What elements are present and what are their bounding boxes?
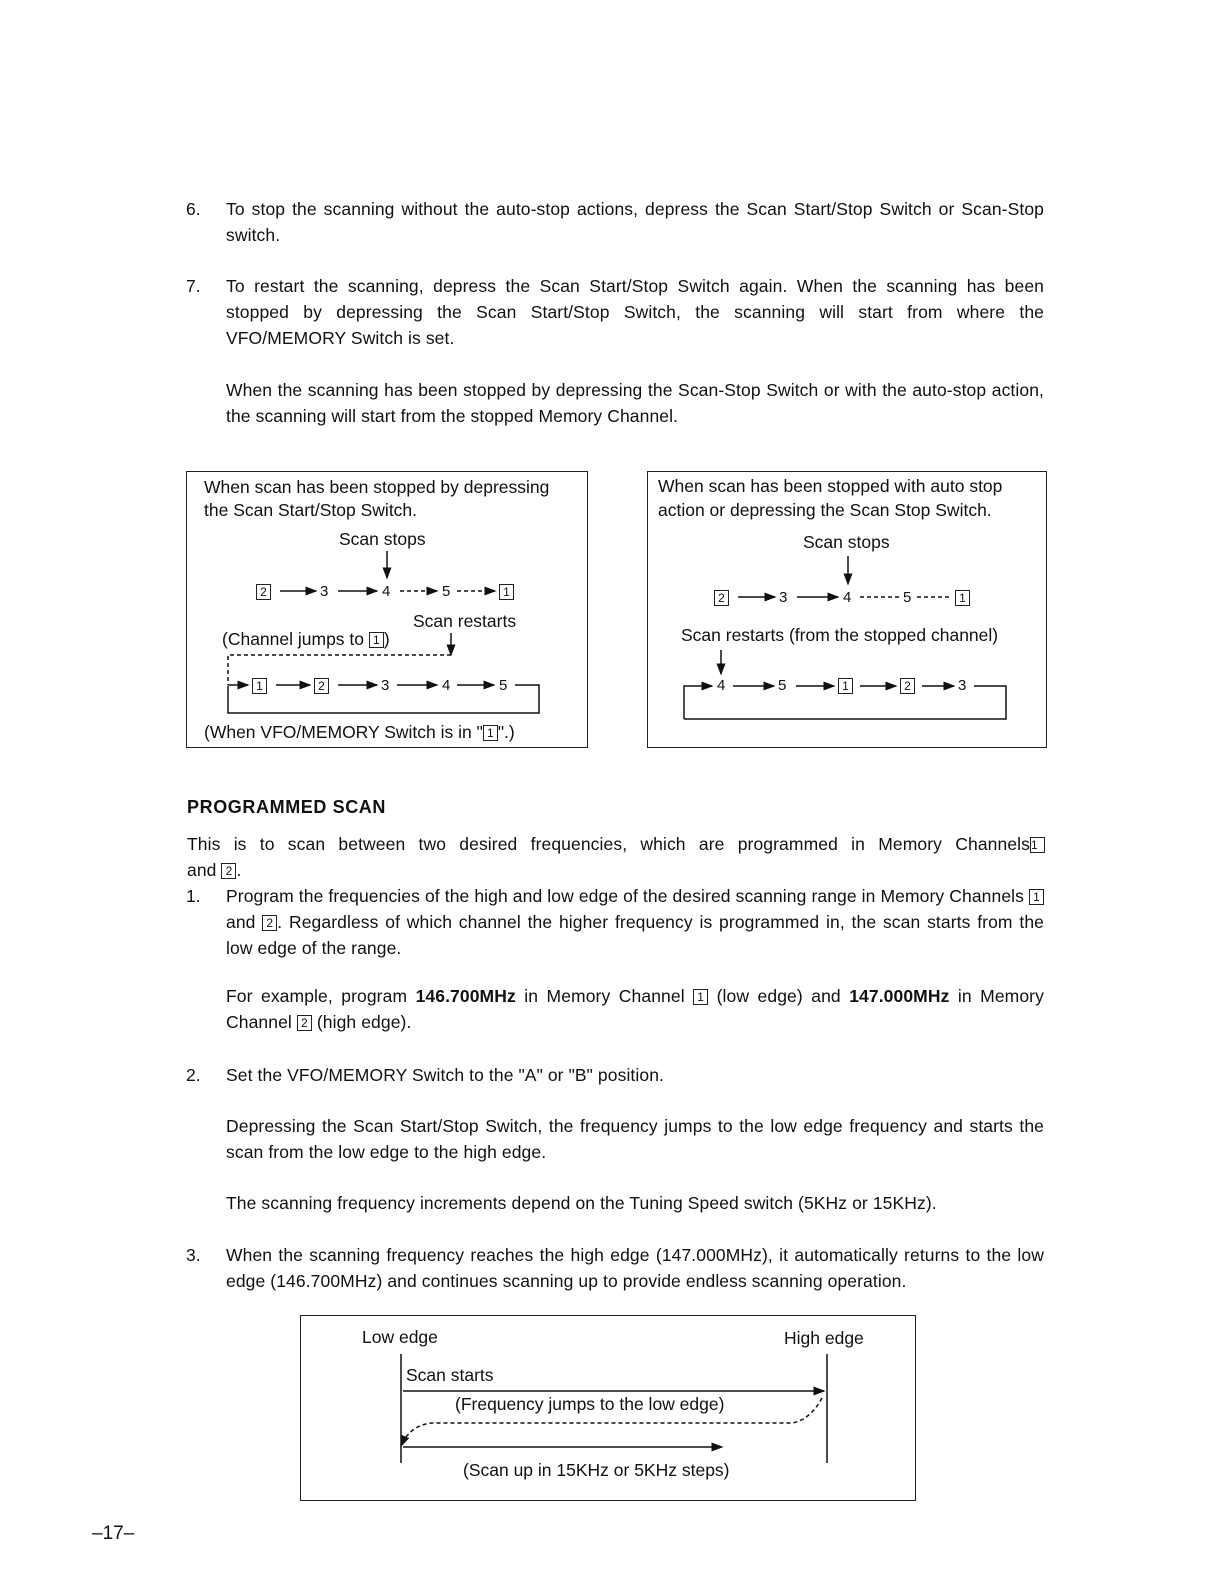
right-box-line1: When scan has been stopped with auto stop (658, 476, 1003, 496)
low-edge-label: Low edge (362, 1327, 438, 1347)
right-box-line2: action or depressing the Scan Stop Switch. (658, 500, 992, 520)
left-box-line1: When scan has been stopped by depressing (204, 477, 550, 497)
item-7-paragraph: When the scanning has been stopped by depressing the Scan-Stop Switch or with the auto-stop action, the scanning will start from the stopped Memory Channel. (226, 380, 1044, 426)
left-channel-jumps: (Channel jumps to 1 ) (222, 629, 390, 649)
right-seq2-4: 4 (717, 677, 726, 694)
high-edge-label: High edge (784, 1328, 864, 1348)
left-scan-stops: Scan stops (339, 529, 426, 549)
left-seq2-ch1: 1 (252, 677, 267, 694)
left-seq1-4: 4 (382, 583, 391, 600)
right-seq1-ch1: 1 (955, 589, 970, 606)
item-6-text: To stop the scanning without the auto-stop actions, depress the Scan Start/Stop Switch or Scan-Stop switch. (226, 199, 1044, 245)
section-title: PROGRAMMED SCAN (187, 797, 387, 817)
right-seq2-5: 5 (778, 677, 787, 694)
right-seq1-ch2: 2 (714, 589, 729, 606)
left-box-line2: the Scan Start/Stop Switch. (204, 500, 418, 520)
scan-steps-label: (Scan up in 15KHz or 5KHz steps) (463, 1460, 730, 1480)
step-2-paragraph-2: The scanning frequency increments depend on the Tuning Speed switch (5KHz or 15KHz). (226, 1193, 937, 1213)
left-box-footer: (When VFO/MEMORY Switch is in " 1 ".) (204, 722, 515, 742)
intro-paragraph: This is to scan between two desired frequencies, which are programmed in Memory Channels1 and 2 . (187, 831, 1045, 883)
example-paragraph: For example, program 146.700MHz in Memory Channel 1 (low edge) and 147.000MHz in Memory Channel 2 (high edge). (226, 986, 1044, 1032)
left-seq1-ch1: 1 (499, 583, 514, 600)
step-1-number: 1. (186, 886, 201, 906)
left-seq2-5: 5 (499, 677, 508, 694)
left-seq1-5: 5 (442, 583, 451, 600)
right-scan-restarts: Scan restarts (from the stopped channel) (681, 625, 999, 645)
step-3-text: When the scanning frequency reaches the high edge (147.000MHz), it automatically returns to the low edge (146.700MHz) and continues scanning up to provide endless scanning operation. (226, 1245, 1044, 1291)
item-7-text: To restart the scanning, depress the Scan Start/Stop Switch again. When the scanning has been stopped by depressing the Scan Start/Stop Switch, the scanning will start from where the VFO/MEMORY Switch is set. (226, 276, 1044, 348)
step-2-text: Set the VFO/MEMORY Switch to the "A" or "B" position. (226, 1065, 665, 1085)
right-seq1-3: 3 (779, 589, 788, 606)
right-seq2-ch2: 2 (900, 677, 915, 694)
frequency-jump-label: (Frequency jumps to the low edge) (455, 1394, 725, 1414)
right-seq2-3: 3 (958, 677, 967, 694)
left-seq1-ch2: 2 (256, 583, 271, 600)
scan-starts-label: Scan starts (406, 1365, 494, 1385)
step-1-text: Program the frequencies of the high and low edge of the desired scanning range in Memory Channels 1 and 2 . Regardless of which channel the higher frequency is programmed in, the scan starts from the low edge of the range. (226, 886, 1044, 958)
step-2-paragraph-1: Depressing the Scan Start/Stop Switch, the frequency jumps to the low edge frequency and starts the scan from the low edge to the high edge. (226, 1116, 1044, 1162)
page-number: –17– (92, 1523, 135, 1544)
left-scan-restarts: Scan restarts (413, 611, 517, 631)
right-scan-stops: Scan stops (803, 532, 890, 552)
right-seq2-ch1: 1 (838, 677, 853, 694)
item-7-number: 7. (186, 276, 201, 296)
left-seq2-4: 4 (442, 677, 451, 694)
left-seq2-ch2: 2 (314, 677, 329, 694)
right-seq1-4: 4 (843, 589, 852, 606)
item-6-number: 6. (186, 199, 201, 219)
left-seq1-3: 3 (320, 583, 329, 600)
left-seq2-3: 3 (381, 677, 390, 694)
right-seq1-5: 5 (903, 589, 912, 606)
step-3-number: 3. (186, 1245, 201, 1265)
step-2-number: 2. (186, 1065, 201, 1085)
